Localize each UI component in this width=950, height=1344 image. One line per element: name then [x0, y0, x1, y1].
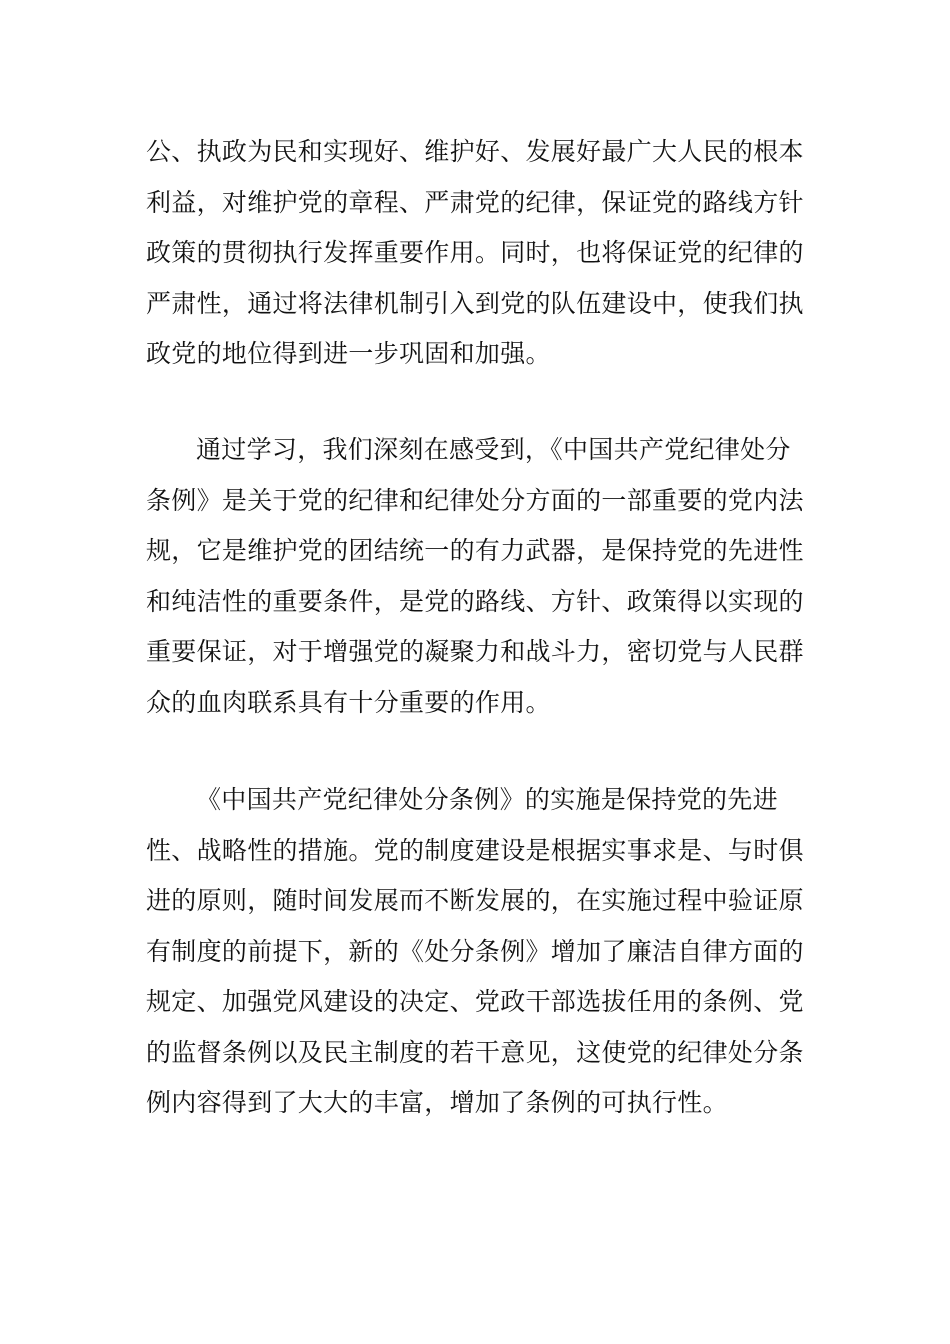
paragraph-study-reflection: 通过学习，我们深刻在感受到，《中国共产党纪律处分条例》是关于党的纪律和纪律处分方面的一部重要的党内法规，它是维护党的团结统一的有力武器，是保持党的先进性和纯洁性的重要条件，是党的路线、方针、政策得以实现的重要保证，对于增强党的凝聚力和战斗力，密切党与人民群众的血肉联系具有十分重要的作用。 [146, 435, 804, 717]
paragraph-continuation: 公、执政为民和实现好、维护好、发展好最广大人民的根本利益，对维护党的章程、严肃党的纪律，保证党的路线方针政策的贯彻执行发挥重要作用。同时，也将保证党的纪律的严肃性，通过将法律机制引入到党的队伍建设中，使我们执政党的地位得到进一步巩固和加强。 [146, 137, 804, 368]
paragraph-implementation: 《中国共产党纪律处分条例》的实施是保持党的先进性、战略性的措施。党的制度建设是根据实事求是、与时俱进的原则，随时间发展而不断发展的，在实施过程中验证原有制度的前提下，新的《处分条例》增加了廉洁自律方面的规定、加强党风建设的决定、党政干部选拔任用的条例、党的监督条例以及民主制度的若干意见，这使党的纪律处分条例内容得到了大大的丰富，增加了条例的可执行性。 [146, 785, 804, 1117]
